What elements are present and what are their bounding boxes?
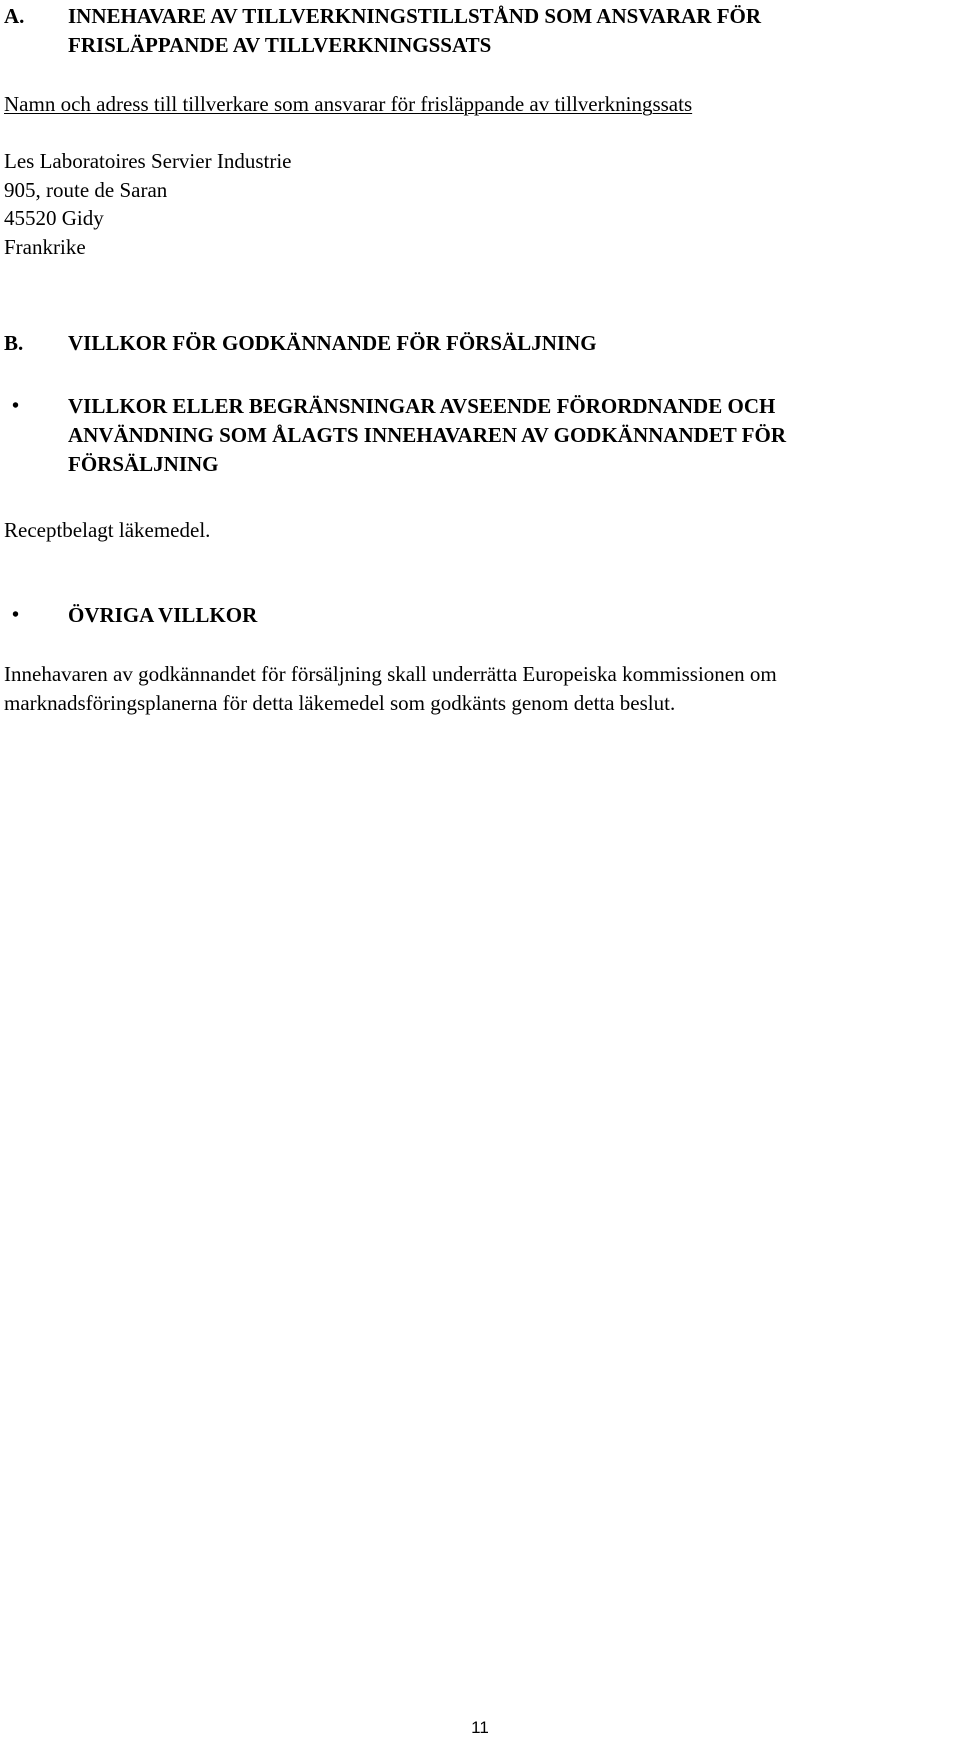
section-b-number: B. [4, 331, 24, 355]
manufacturer-country: Frankrike [4, 235, 86, 259]
manufacturer-label: Namn och adress till tillverkare som ansvarar för frisläppande av tillverkningssats [4, 92, 693, 116]
section-a-title-line-2: FRISLÄPPANDE AV TILLVERKNINGSSATS [68, 33, 492, 57]
bullet-1-body: Receptbelagt läkemedel. [4, 518, 211, 542]
bullet-1-title-line-3: FÖRSÄLJNING [68, 452, 219, 476]
bullet-1-title [68, 392, 960, 479]
bullet-icon: • [12, 395, 20, 417]
manufacturer-street: 905, route de Saran [4, 178, 168, 202]
bullet-icon: • [12, 604, 20, 626]
bullet-1-title-line-1: VILLKOR ELLER BEGRÄNSNINGAR AVSEENDE FÖRORDNANDE OCH [68, 394, 776, 418]
bullet-2-body-line-2: marknadsföringsplanerna för detta läkemedel som godkänts genom detta beslut. [4, 691, 676, 715]
page-number: 11 [471, 1718, 489, 1737]
bullet-2-title: ÖVRIGA VILLKOR [68, 603, 258, 627]
section-a-title-line-1: INNEHAVARE AV TILLVERKNINGSTILLSTÅND SOM ANSVARAR FÖR [68, 4, 762, 28]
bullet-1-title-line-2: ANVÄNDNING SOM ÅLAGTS INNEHAVAREN AV GODKÄNNANDET FÖR [68, 423, 786, 447]
section-b-title: VILLKOR FÖR GODKÄNNANDE FÖR FÖRSÄLJNING [68, 331, 597, 355]
manufacturer-postal-city: 45520 Gidy [4, 206, 104, 230]
section-a-title [68, 2, 958, 60]
section-a-number: A. [4, 4, 25, 28]
manufacturer-name: Les Laboratoires Servier Industrie [4, 149, 292, 173]
bullet-2-body-line-1: Innehavaren av godkännandet för försäljning skall underrätta Europeiska kommissionen om [4, 662, 777, 686]
